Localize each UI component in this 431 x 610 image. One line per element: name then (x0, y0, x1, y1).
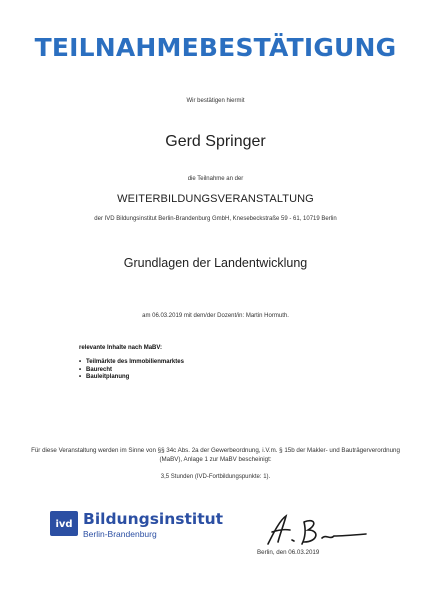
logo-name: Bildungsinstitut (83, 510, 224, 528)
content-item: • Bauleitplanung (79, 374, 184, 382)
content-heading: relevante Inhalte nach MaBV: (79, 345, 163, 351)
intro-text: Wir bestätigen hiermit (186, 98, 245, 104)
date-lecturer-line: am 06.03.2019 mit dem/der Dozent/in: Martin Hormuth. (142, 313, 289, 319)
organizer-line: der IVD Bildungsinstitut Berlin-Brandenburg GmbH, Knesebeckstraße 59 - 61, 10719 Berlin (94, 216, 337, 222)
participant-name: Gerd Springer (165, 133, 266, 150)
content-section (79, 345, 184, 382)
content-item: • Baurecht (79, 367, 184, 375)
participation-text: die Teilnahme an der (187, 176, 244, 182)
content-item: • Teilmärkte des Immobilienmarktes (79, 359, 184, 367)
logo-region: Berlin-Brandenburg (83, 529, 157, 539)
legal-paragraph: Für diese Veranstaltung werden im Sinne von §§ 34c Abs. 2a der Gewerbeordnung, i.V.m. § 15b der Makler- und Bauträgerverordnung (MaBV), Anlage 1 zur MaBV bescheinigt: (31, 447, 400, 463)
course-title: Grundlagen der Landentwicklung (123, 256, 308, 270)
ivd-logo-mark-text: ivd (55, 519, 73, 530)
content-list (79, 359, 184, 382)
event-type: WEITERBILDUNGSVERANSTALTUNG (117, 193, 314, 205)
certificate-title: TEILNAHMEBESTÄTIGUNG (34, 33, 397, 62)
signature-image (262, 510, 372, 550)
signature-place-date: Berlin, den 06.03.2019 (257, 549, 320, 556)
hours-line: 3,5 Stunden (IVD-Fortbildungspunkte: 1). (160, 474, 271, 480)
ivd-logo-mark (50, 511, 78, 536)
